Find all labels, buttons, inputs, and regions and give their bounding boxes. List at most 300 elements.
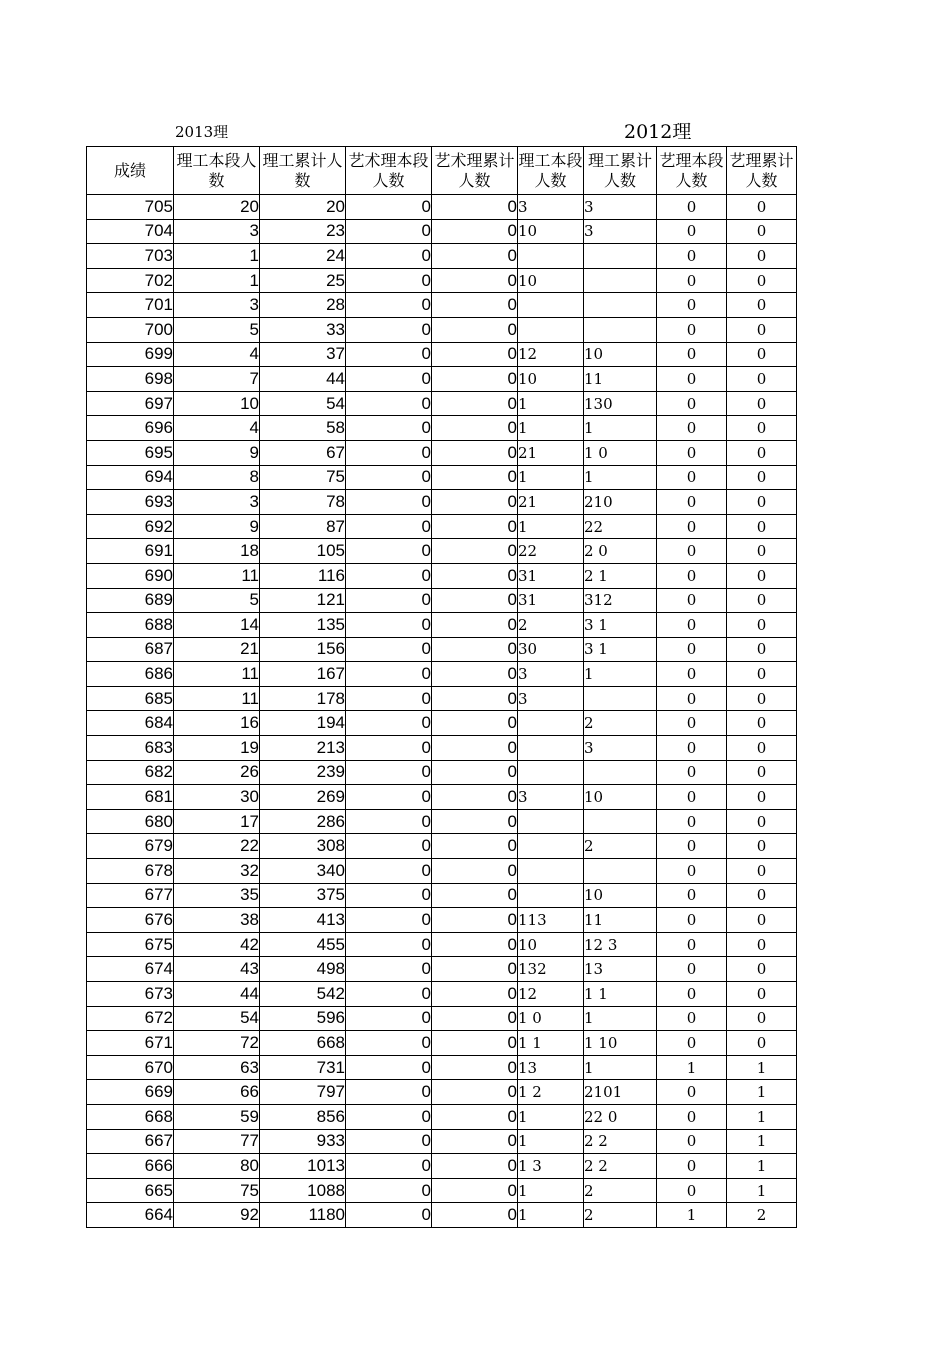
cell-2012-art-cumulative: 0 bbox=[727, 834, 797, 859]
cell-score: 664 bbox=[87, 1203, 174, 1228]
cell-2013-art-cumulative: 0 bbox=[432, 440, 518, 465]
cell-2013-art-cumulative: 0 bbox=[432, 957, 518, 982]
cell-2013-art-cumulative: 0 bbox=[432, 1055, 518, 1080]
cell-2013-art-cumulative: 0 bbox=[432, 293, 518, 318]
cell-2013-science-segment: 32 bbox=[174, 859, 260, 884]
cell-2012-science-cumulative: 3 1 bbox=[584, 613, 657, 638]
cell-2013-science-cumulative: 239 bbox=[260, 760, 346, 785]
cell-2013-science-segment: 8 bbox=[174, 465, 260, 490]
cell-2012-art-cumulative: 0 bbox=[727, 317, 797, 342]
cell-2013-science-cumulative: 20 bbox=[260, 195, 346, 220]
cell-score: 676 bbox=[87, 908, 174, 933]
cell-2013-science-cumulative: 340 bbox=[260, 859, 346, 884]
cell-score: 697 bbox=[87, 391, 174, 416]
cell-2012-science-segment: 1 bbox=[518, 1203, 584, 1228]
cell-2012-science-cumulative: 22 bbox=[584, 514, 657, 539]
cell-2012-science-cumulative: 22 0 bbox=[584, 1104, 657, 1129]
table-row bbox=[87, 367, 797, 392]
score-table bbox=[86, 146, 797, 1228]
cell-score: 668 bbox=[87, 1104, 174, 1129]
cell-2013-science-segment: 11 bbox=[174, 662, 260, 687]
cell-2013-science-segment: 44 bbox=[174, 982, 260, 1007]
cell-2012-art-cumulative: 0 bbox=[727, 342, 797, 367]
cell-2013-art-segment: 0 bbox=[346, 834, 432, 859]
cell-2013-science-cumulative: 375 bbox=[260, 883, 346, 908]
cell-2012-art-segment: 0 bbox=[657, 490, 727, 515]
cell-2013-science-cumulative: 24 bbox=[260, 244, 346, 269]
cell-2013-art-segment: 0 bbox=[346, 317, 432, 342]
cell-2013-art-cumulative: 0 bbox=[432, 736, 518, 761]
cell-2012-art-cumulative: 1 bbox=[727, 1178, 797, 1203]
cell-2012-science-segment: 3 bbox=[518, 662, 584, 687]
cell-2013-science-cumulative: 1088 bbox=[260, 1178, 346, 1203]
cell-2012-art-segment: 0 bbox=[657, 932, 727, 957]
cell-2012-science-cumulative: 1 bbox=[584, 416, 657, 441]
cell-2013-science-segment: 77 bbox=[174, 1129, 260, 1154]
table-row bbox=[87, 1055, 797, 1080]
cell-2013-science-cumulative: 455 bbox=[260, 932, 346, 957]
cell-2012-art-cumulative: 0 bbox=[727, 908, 797, 933]
cell-2012-science-segment: 1 0 bbox=[518, 1006, 584, 1031]
cell-2013-art-cumulative: 0 bbox=[432, 859, 518, 884]
cell-2013-science-cumulative: 797 bbox=[260, 1080, 346, 1105]
cell-2012-art-segment: 0 bbox=[657, 317, 727, 342]
cell-2012-science-segment: 21 bbox=[518, 440, 584, 465]
table-row bbox=[87, 711, 797, 736]
cell-2013-art-cumulative: 0 bbox=[432, 785, 518, 810]
cell-2013-art-segment: 0 bbox=[346, 490, 432, 515]
cell-2013-art-segment: 0 bbox=[346, 637, 432, 662]
table-row bbox=[87, 957, 797, 982]
cell-2013-science-cumulative: 156 bbox=[260, 637, 346, 662]
cell-2012-art-cumulative: 0 bbox=[727, 957, 797, 982]
cell-2012-art-segment: 0 bbox=[657, 1104, 727, 1129]
cell-2012-science-cumulative: 2 0 bbox=[584, 539, 657, 564]
cell-2013-art-cumulative: 0 bbox=[432, 342, 518, 367]
cell-2012-art-cumulative: 1 bbox=[727, 1055, 797, 1080]
cell-2013-art-cumulative: 0 bbox=[432, 711, 518, 736]
cell-2012-art-segment: 0 bbox=[657, 662, 727, 687]
cell-2012-science-cumulative: 11 bbox=[584, 908, 657, 933]
cell-2012-science-cumulative: 1 bbox=[584, 465, 657, 490]
cell-2012-art-segment: 0 bbox=[657, 760, 727, 785]
cell-2013-art-cumulative: 0 bbox=[432, 932, 518, 957]
table-row bbox=[87, 760, 797, 785]
cell-2012-art-segment: 0 bbox=[657, 1031, 727, 1056]
cell-score: 701 bbox=[87, 293, 174, 318]
cell-score: 674 bbox=[87, 957, 174, 982]
cell-2012-science-segment bbox=[518, 244, 584, 269]
cell-2012-science-segment: 1 1 bbox=[518, 1031, 584, 1056]
cell-2013-science-cumulative: 413 bbox=[260, 908, 346, 933]
table-row bbox=[87, 588, 797, 613]
cell-2013-science-segment: 9 bbox=[174, 514, 260, 539]
cell-2012-science-cumulative: 3 bbox=[584, 219, 657, 244]
cell-2012-art-segment: 0 bbox=[657, 416, 727, 441]
cell-score: 696 bbox=[87, 416, 174, 441]
cell-2013-art-cumulative: 0 bbox=[432, 1031, 518, 1056]
cell-2012-art-segment: 0 bbox=[657, 293, 727, 318]
cell-2012-science-cumulative bbox=[584, 686, 657, 711]
cell-2012-science-segment: 113 bbox=[518, 908, 584, 933]
cell-score: 683 bbox=[87, 736, 174, 761]
cell-2013-science-cumulative: 731 bbox=[260, 1055, 346, 1080]
header-2012-science-cumulative: 理工累计人数 bbox=[584, 147, 657, 195]
cell-2012-art-segment: 0 bbox=[657, 982, 727, 1007]
cell-2012-science-cumulative: 11 bbox=[584, 367, 657, 392]
cell-2012-art-segment: 0 bbox=[657, 1178, 727, 1203]
cell-2012-art-segment: 0 bbox=[657, 465, 727, 490]
cell-score: 665 bbox=[87, 1178, 174, 1203]
cell-2012-art-segment: 0 bbox=[657, 391, 727, 416]
cell-2013-science-cumulative: 33 bbox=[260, 317, 346, 342]
cell-2012-science-cumulative: 1 1 bbox=[584, 982, 657, 1007]
table-row bbox=[87, 1080, 797, 1105]
table-row bbox=[87, 809, 797, 834]
cell-2013-science-cumulative: 116 bbox=[260, 563, 346, 588]
cell-score: 673 bbox=[87, 982, 174, 1007]
header-2013-science-cumulative: 理工累计人数 bbox=[260, 147, 346, 195]
cell-2012-science-segment: 22 bbox=[518, 539, 584, 564]
table-body bbox=[87, 195, 797, 1228]
cell-2012-art-cumulative: 0 bbox=[727, 588, 797, 613]
cell-score: 686 bbox=[87, 662, 174, 687]
cell-2013-science-segment: 20 bbox=[174, 195, 260, 220]
table-row bbox=[87, 1006, 797, 1031]
table-row bbox=[87, 637, 797, 662]
cell-2013-art-segment: 0 bbox=[346, 662, 432, 687]
table-row bbox=[87, 465, 797, 490]
cell-2013-art-segment: 0 bbox=[346, 736, 432, 761]
cell-2012-art-segment: 0 bbox=[657, 244, 727, 269]
header-2012-science-segment: 理工本段人数 bbox=[518, 147, 584, 195]
cell-2013-art-segment: 0 bbox=[346, 1203, 432, 1228]
cell-2012-art-cumulative: 0 bbox=[727, 686, 797, 711]
title-2012: 2012理 bbox=[624, 121, 692, 143]
cell-2012-science-segment: 10 bbox=[518, 367, 584, 392]
table-row bbox=[87, 440, 797, 465]
cell-2012-science-segment bbox=[518, 760, 584, 785]
cell-2013-science-cumulative: 25 bbox=[260, 268, 346, 293]
cell-2013-science-segment: 21 bbox=[174, 637, 260, 662]
cell-2012-art-cumulative: 0 bbox=[727, 662, 797, 687]
cell-2012-science-segment: 30 bbox=[518, 637, 584, 662]
cell-2013-science-cumulative: 23 bbox=[260, 219, 346, 244]
cell-2013-art-segment: 0 bbox=[346, 1080, 432, 1105]
header-2013-art-segment: 艺术理本段人数 bbox=[346, 147, 432, 195]
cell-2013-art-segment: 0 bbox=[346, 957, 432, 982]
cell-score: 688 bbox=[87, 613, 174, 638]
cell-2012-science-segment: 1 bbox=[518, 1104, 584, 1129]
cell-2012-art-cumulative: 0 bbox=[727, 1031, 797, 1056]
cell-2013-art-cumulative: 0 bbox=[432, 1178, 518, 1203]
cell-2012-art-cumulative: 1 bbox=[727, 1104, 797, 1129]
cell-2012-science-segment: 10 bbox=[518, 268, 584, 293]
cell-score: 682 bbox=[87, 760, 174, 785]
cell-score: 700 bbox=[87, 317, 174, 342]
cell-2012-science-segment: 1 bbox=[518, 514, 584, 539]
cell-score: 672 bbox=[87, 1006, 174, 1031]
header-2013-science-segment: 理工本段人数 bbox=[174, 147, 260, 195]
cell-2013-art-segment: 0 bbox=[346, 686, 432, 711]
cell-2013-science-cumulative: 28 bbox=[260, 293, 346, 318]
cell-2013-science-segment: 5 bbox=[174, 588, 260, 613]
cell-2013-science-segment: 59 bbox=[174, 1104, 260, 1129]
cell-2013-science-cumulative: 596 bbox=[260, 1006, 346, 1031]
cell-2013-science-cumulative: 105 bbox=[260, 539, 346, 564]
cell-2012-art-cumulative: 0 bbox=[727, 195, 797, 220]
cell-2012-art-cumulative: 0 bbox=[727, 809, 797, 834]
cell-2012-art-segment: 0 bbox=[657, 1006, 727, 1031]
cell-2012-art-cumulative: 0 bbox=[727, 982, 797, 1007]
cell-2012-art-cumulative: 0 bbox=[727, 440, 797, 465]
cell-2013-science-cumulative: 78 bbox=[260, 490, 346, 515]
cell-2012-art-segment: 0 bbox=[657, 268, 727, 293]
cell-2012-science-segment: 1 bbox=[518, 465, 584, 490]
cell-2012-science-cumulative: 1 bbox=[584, 1006, 657, 1031]
cell-2013-art-cumulative: 0 bbox=[432, 1006, 518, 1031]
table-row bbox=[87, 1203, 797, 1228]
header-2012-art-segment: 艺理本段人数 bbox=[657, 147, 727, 195]
cell-2013-art-cumulative: 0 bbox=[432, 416, 518, 441]
cell-2013-science-segment: 19 bbox=[174, 736, 260, 761]
cell-2013-science-segment: 30 bbox=[174, 785, 260, 810]
cell-2013-art-cumulative: 0 bbox=[432, 809, 518, 834]
table-row bbox=[87, 195, 797, 220]
cell-2013-science-segment: 43 bbox=[174, 957, 260, 982]
cell-2013-art-segment: 0 bbox=[346, 785, 432, 810]
cell-2012-art-cumulative: 0 bbox=[727, 490, 797, 515]
cell-2012-science-segment: 21 bbox=[518, 490, 584, 515]
cell-2012-art-segment: 0 bbox=[657, 637, 727, 662]
cell-2012-science-cumulative: 10 bbox=[584, 342, 657, 367]
cell-2013-science-cumulative: 44 bbox=[260, 367, 346, 392]
cell-2012-science-segment: 12 bbox=[518, 342, 584, 367]
cell-2012-science-segment bbox=[518, 809, 584, 834]
cell-2012-art-cumulative: 0 bbox=[727, 785, 797, 810]
cell-2013-art-segment: 0 bbox=[346, 1178, 432, 1203]
cell-2013-art-cumulative: 0 bbox=[432, 317, 518, 342]
cell-2012-science-cumulative: 2 2 bbox=[584, 1154, 657, 1179]
cell-2013-science-segment: 3 bbox=[174, 219, 260, 244]
cell-score: 694 bbox=[87, 465, 174, 490]
table-row bbox=[87, 785, 797, 810]
cell-score: 678 bbox=[87, 859, 174, 884]
table-row bbox=[87, 686, 797, 711]
cell-2012-art-segment: 0 bbox=[657, 367, 727, 392]
cell-2013-science-segment: 38 bbox=[174, 908, 260, 933]
cell-2013-art-segment: 0 bbox=[346, 1006, 432, 1031]
cell-2012-science-cumulative: 2 bbox=[584, 1203, 657, 1228]
cell-2012-art-cumulative: 0 bbox=[727, 244, 797, 269]
cell-score: 698 bbox=[87, 367, 174, 392]
cell-2012-art-cumulative: 0 bbox=[727, 711, 797, 736]
cell-score: 692 bbox=[87, 514, 174, 539]
cell-2012-science-cumulative: 2 bbox=[584, 711, 657, 736]
cell-2013-science-cumulative: 67 bbox=[260, 440, 346, 465]
cell-2013-science-cumulative: 498 bbox=[260, 957, 346, 982]
cell-2013-science-cumulative: 135 bbox=[260, 613, 346, 638]
cell-2013-art-cumulative: 0 bbox=[432, 391, 518, 416]
table-row bbox=[87, 563, 797, 588]
cell-2012-science-cumulative: 13 bbox=[584, 957, 657, 982]
cell-2012-science-segment: 3 bbox=[518, 785, 584, 810]
cell-2013-art-segment: 0 bbox=[346, 711, 432, 736]
cell-2013-science-cumulative: 167 bbox=[260, 662, 346, 687]
cell-2012-art-segment: 0 bbox=[657, 440, 727, 465]
cell-2013-art-segment: 0 bbox=[346, 391, 432, 416]
header-row bbox=[87, 147, 797, 195]
cell-2012-science-segment bbox=[518, 736, 584, 761]
cell-score: 695 bbox=[87, 440, 174, 465]
cell-2012-art-segment: 0 bbox=[657, 342, 727, 367]
cell-2013-science-cumulative: 269 bbox=[260, 785, 346, 810]
cell-2012-art-cumulative: 0 bbox=[727, 514, 797, 539]
cell-2012-art-cumulative: 0 bbox=[727, 268, 797, 293]
cell-2013-science-cumulative: 308 bbox=[260, 834, 346, 859]
cell-2012-science-cumulative: 1 bbox=[584, 662, 657, 687]
cell-2013-art-cumulative: 0 bbox=[432, 662, 518, 687]
cell-2013-art-segment: 0 bbox=[346, 1154, 432, 1179]
cell-2012-science-segment: 10 bbox=[518, 932, 584, 957]
cell-2012-science-segment: 2 bbox=[518, 613, 584, 638]
cell-2012-art-cumulative: 0 bbox=[727, 391, 797, 416]
cell-2012-science-cumulative: 2 2 bbox=[584, 1129, 657, 1154]
cell-2012-science-cumulative: 2 1 bbox=[584, 563, 657, 588]
cell-2013-art-cumulative: 0 bbox=[432, 613, 518, 638]
cell-2012-science-cumulative: 10 bbox=[584, 785, 657, 810]
cell-score: 689 bbox=[87, 588, 174, 613]
cell-2012-science-segment: 1 2 bbox=[518, 1080, 584, 1105]
cell-2012-art-cumulative: 0 bbox=[727, 293, 797, 318]
cell-2013-science-segment: 1 bbox=[174, 268, 260, 293]
cell-2013-art-cumulative: 0 bbox=[432, 834, 518, 859]
cell-2013-art-segment: 0 bbox=[346, 563, 432, 588]
cell-2012-art-segment: 0 bbox=[657, 563, 727, 588]
cell-2013-science-cumulative: 213 bbox=[260, 736, 346, 761]
cell-score: 677 bbox=[87, 883, 174, 908]
cell-2013-art-cumulative: 0 bbox=[432, 760, 518, 785]
cell-2012-science-cumulative: 10 bbox=[584, 883, 657, 908]
cell-2013-science-cumulative: 1180 bbox=[260, 1203, 346, 1228]
cell-2012-art-cumulative: 0 bbox=[727, 760, 797, 785]
cell-2013-science-segment: 92 bbox=[174, 1203, 260, 1228]
cell-2013-art-cumulative: 0 bbox=[432, 244, 518, 269]
cell-2012-art-segment: 0 bbox=[657, 195, 727, 220]
cell-2012-science-cumulative: 130 bbox=[584, 391, 657, 416]
cell-2013-science-cumulative: 542 bbox=[260, 982, 346, 1007]
cell-2012-art-cumulative: 0 bbox=[727, 613, 797, 638]
table-row bbox=[87, 1129, 797, 1154]
table-row bbox=[87, 293, 797, 318]
cell-2013-art-cumulative: 0 bbox=[432, 195, 518, 220]
cell-2012-art-cumulative: 0 bbox=[727, 637, 797, 662]
cell-score: 704 bbox=[87, 219, 174, 244]
cell-score: 690 bbox=[87, 563, 174, 588]
cell-2013-art-cumulative: 0 bbox=[432, 1154, 518, 1179]
table-row bbox=[87, 1178, 797, 1203]
cell-2012-art-cumulative: 0 bbox=[727, 465, 797, 490]
cell-2013-science-cumulative: 856 bbox=[260, 1104, 346, 1129]
cell-2012-art-cumulative: 0 bbox=[727, 1006, 797, 1031]
cell-2012-science-cumulative bbox=[584, 859, 657, 884]
cell-2013-art-segment: 0 bbox=[346, 440, 432, 465]
cell-score: 670 bbox=[87, 1055, 174, 1080]
cell-2012-science-segment: 31 bbox=[518, 588, 584, 613]
cell-2012-science-cumulative: 3 bbox=[584, 195, 657, 220]
cell-2012-art-cumulative: 0 bbox=[727, 932, 797, 957]
table-row bbox=[87, 391, 797, 416]
cell-2013-science-segment: 14 bbox=[174, 613, 260, 638]
header-2013-art-cumulative: 艺术理累计人数 bbox=[432, 147, 518, 195]
cell-score: 691 bbox=[87, 539, 174, 564]
cell-2012-science-cumulative bbox=[584, 268, 657, 293]
cell-2013-science-cumulative: 668 bbox=[260, 1031, 346, 1056]
cell-score: 675 bbox=[87, 932, 174, 957]
cell-2012-art-cumulative: 0 bbox=[727, 539, 797, 564]
cell-2012-art-segment: 0 bbox=[657, 514, 727, 539]
cell-2012-science-cumulative bbox=[584, 809, 657, 834]
cell-score: 703 bbox=[87, 244, 174, 269]
cell-2012-science-segment bbox=[518, 711, 584, 736]
cell-2013-art-segment: 0 bbox=[346, 1104, 432, 1129]
table-row bbox=[87, 416, 797, 441]
table-row bbox=[87, 219, 797, 244]
cell-2012-art-cumulative: 1 bbox=[727, 1080, 797, 1105]
cell-2013-art-segment: 0 bbox=[346, 908, 432, 933]
cell-score: 702 bbox=[87, 268, 174, 293]
cell-2012-art-segment: 0 bbox=[657, 539, 727, 564]
header-score: 成绩 bbox=[87, 147, 174, 195]
cell-2013-science-segment: 10 bbox=[174, 391, 260, 416]
cell-2013-art-segment: 0 bbox=[346, 613, 432, 638]
cell-2012-art-segment: 0 bbox=[657, 957, 727, 982]
cell-2013-art-segment: 0 bbox=[346, 1129, 432, 1154]
cell-2013-art-segment: 0 bbox=[346, 539, 432, 564]
cell-2012-science-cumulative: 3 bbox=[584, 736, 657, 761]
cell-2012-science-segment: 1 bbox=[518, 416, 584, 441]
cell-2013-art-segment: 0 bbox=[346, 760, 432, 785]
cell-2012-art-segment: 0 bbox=[657, 883, 727, 908]
cell-score: 685 bbox=[87, 686, 174, 711]
table-row bbox=[87, 834, 797, 859]
cell-2012-science-cumulative: 210 bbox=[584, 490, 657, 515]
cell-2013-science-segment: 4 bbox=[174, 342, 260, 367]
cell-2012-science-segment bbox=[518, 859, 584, 884]
cell-2013-science-segment: 26 bbox=[174, 760, 260, 785]
cell-2013-art-segment: 0 bbox=[346, 367, 432, 392]
cell-2012-science-segment: 10 bbox=[518, 219, 584, 244]
table-row bbox=[87, 317, 797, 342]
header-2012-art-cumulative: 艺理累计人数 bbox=[727, 147, 797, 195]
cell-2013-art-segment: 0 bbox=[346, 932, 432, 957]
cell-score: 687 bbox=[87, 637, 174, 662]
cell-2012-science-segment: 1 bbox=[518, 391, 584, 416]
cell-2012-science-segment: 3 bbox=[518, 195, 584, 220]
cell-2012-art-segment: 0 bbox=[657, 588, 727, 613]
cell-2012-art-segment: 0 bbox=[657, 1129, 727, 1154]
cell-2013-art-segment: 0 bbox=[346, 244, 432, 269]
cell-2013-art-cumulative: 0 bbox=[432, 1104, 518, 1129]
cell-2012-art-segment: 0 bbox=[657, 736, 727, 761]
cell-score: 699 bbox=[87, 342, 174, 367]
cell-2012-science-cumulative: 1 bbox=[584, 1055, 657, 1080]
cell-2013-art-segment: 0 bbox=[346, 809, 432, 834]
cell-2012-art-segment: 0 bbox=[657, 219, 727, 244]
cell-2013-science-cumulative: 58 bbox=[260, 416, 346, 441]
cell-2012-art-segment: 0 bbox=[657, 613, 727, 638]
cell-2012-science-segment: 1 3 bbox=[518, 1154, 584, 1179]
